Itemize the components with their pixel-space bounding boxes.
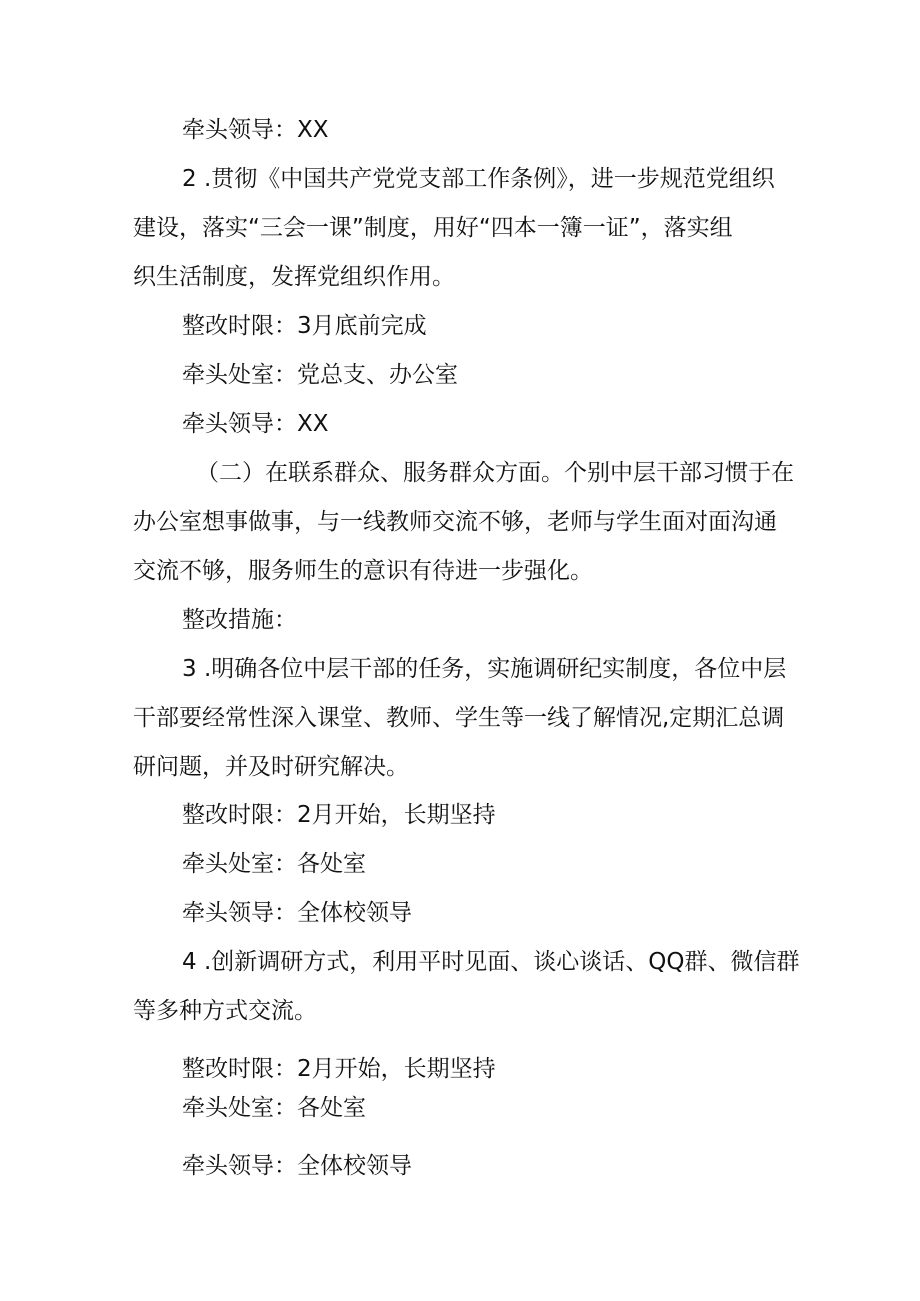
item-4-line-2: 等多种方式交流。 bbox=[133, 998, 317, 1024]
lead-office-line-2: 牵头处室：各处室 bbox=[182, 851, 366, 877]
deadline-line-1: 整改时限：3月底前完成 bbox=[182, 313, 427, 339]
deadline-line-2: 整改时限：2月开始，长期坚持 bbox=[182, 802, 496, 828]
section-2-heading-line-1: （二）在联系群众、服务群众方面。个别中层干部习惯于在 bbox=[196, 460, 794, 486]
lead-leader-line-1: 牵头领导：XX bbox=[182, 117, 329, 143]
item-4-line-1: 4 .创新调研方式，利用平时见面、谈心谈话、QQ群、微信群 bbox=[182, 949, 800, 975]
item-2-line-3: 织生活制度，发挥党组织作用。 bbox=[133, 264, 455, 290]
lead-office-line-1: 牵头处室：党总支、办公室 bbox=[182, 362, 458, 388]
item-2-line-2: 建设，落实“三会一课”制度，用好“四本一簿一证”，落实组 bbox=[133, 215, 733, 241]
item-3-line-3: 研问题，并及时研究解决。 bbox=[133, 754, 409, 780]
measures-label: 整改措施： bbox=[182, 607, 297, 633]
section-2-heading-line-2: 办公室想事做事，与一线教师交流不够，老师与学生面对面沟通 bbox=[133, 509, 777, 535]
lead-leader-line-4: 牵头领导：全体校领导 bbox=[182, 1153, 412, 1179]
item-3-line-2: 干部要经常性深入课堂、教师、学生等一线了解情况,定期汇总调 bbox=[133, 705, 785, 731]
deadline-line-3: 整改时限：2月开始，长期坚持 bbox=[182, 1056, 496, 1082]
lead-leader-line-2: 牵头领导：XX bbox=[182, 411, 329, 437]
item-2-line-1: 2 .贯彻《中国共产党党支部工作条例》，进一步规范党组织 bbox=[182, 166, 775, 192]
lead-leader-line-3: 牵头领导：全体校领导 bbox=[182, 900, 412, 926]
section-2-heading-line-3: 交流不够，服务师生的意识有待进一步强化。 bbox=[133, 558, 593, 584]
lead-office-line-3: 牵头处室：各处室 bbox=[182, 1095, 366, 1121]
item-3-line-1: 3 .明确各位中层干部的任务，实施调研纪实制度，各位中层 bbox=[182, 656, 787, 682]
